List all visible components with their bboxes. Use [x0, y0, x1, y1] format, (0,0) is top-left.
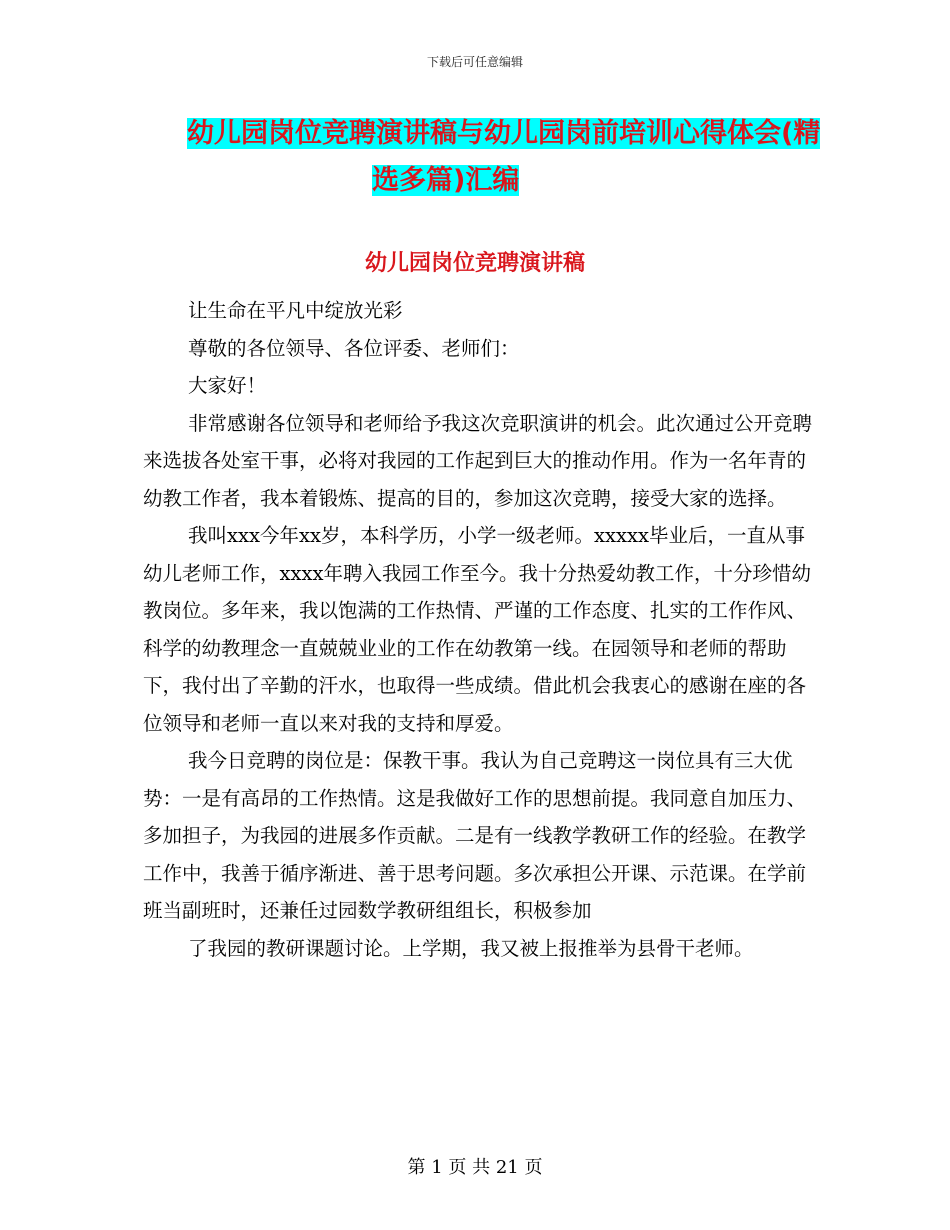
- document-title: [140, 110, 820, 204]
- document-title-line1: 幼儿园岗位竞聘演讲稿与幼儿园岗前培训心得体会(精: [187, 118, 821, 149]
- paragraph-research-participation: 了我园的教研课题讨论。上学期，我又被上报推举为县骨干老师。: [188, 936, 754, 960]
- page-footer: 第 1 页 共 21 页: [407, 1157, 543, 1178]
- paragraph-position-advantages: 我今日竞聘的岗位是：保教干事。我认为自己竞聘这一岗位具有三大优势：一是有高昂的工作热情。这是我做好工作的思想前提。我同意自加压力、多加担子，为我园的进展多作贡献。二是有一线教学教研工作的经验。在教学工作中，我善于循序渐进、善于思考问题。多次承担公开课、示范课。在学前班当副班时，还兼任过园数学教研组组长，积极参加: [143, 749, 807, 922]
- document-body: [143, 292, 823, 967]
- paragraph-speech-title: 让生命在平凡中绽放光彩: [188, 299, 403, 322]
- section-title: 幼儿园岗位竞聘演讲稿: [364, 251, 585, 276]
- header-note: 下载后可任意编辑: [426, 55, 523, 69]
- paragraph-greeting: 大家好！: [188, 374, 267, 397]
- paragraph-salutation: 尊敬的各位领导、各位评委、老师们：: [188, 336, 520, 360]
- paragraph-self-introduction: 我叫xxx今年xx岁，本科学历，小学一级老师。xxxxx毕业后，一直从事幼儿老师工作，xxxx年聘入我园工作至今。我十分热爱幼教工作，十分珍惜幼教岗位。多年来，我以饱满的工作热情、严谨的工作态度、扎实的工作作风、科学的幼教理念一直兢兢业业的工作在幼教第一线。在园领导和老师的帮助下，我付出了辛勤的汗水，也取得一些成绩。借此机会我衷心的感谢在座的各位领导和老师一直以来对我的支持和厚爱。: [143, 524, 811, 735]
- paragraph-thanks: 非常感谢各位领导和老师给予我这次竞职演讲的机会。此次通过公开竞聘来选拔各处室干事，必将对我园的工作起到巨大的推动作用。作为一名年青的幼教工作者，我本着锻炼、提高的目的，参加这次竞聘，接受大家的选择。: [143, 411, 813, 510]
- document-title-line2: 选多篇)汇编: [372, 165, 520, 196]
